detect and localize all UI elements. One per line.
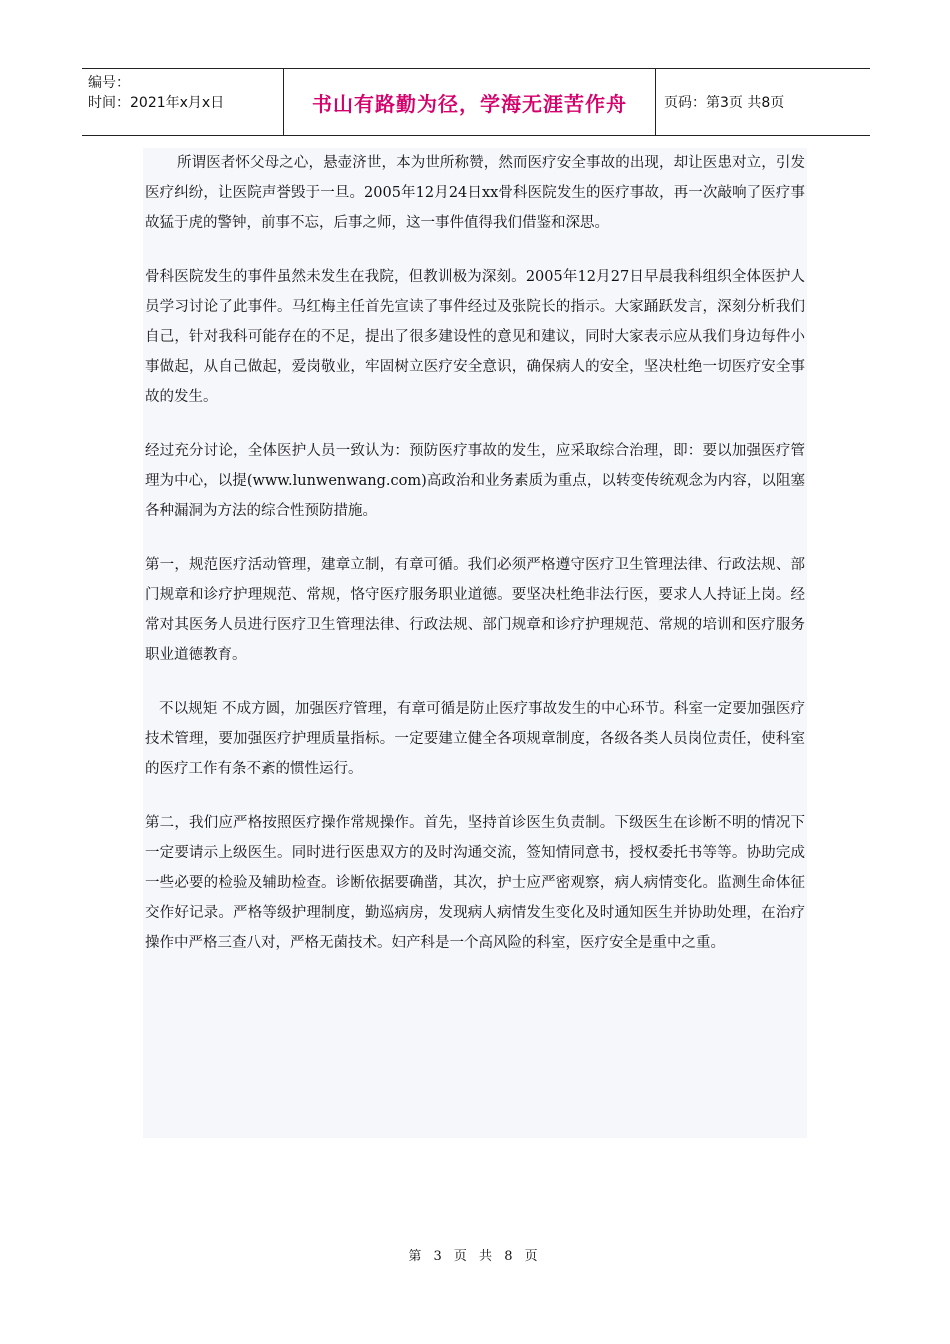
header-motto: 书山有路勤为径，学海无涯苦作舟 — [284, 69, 656, 135]
paragraph-4: 第一，规范医疗活动管理，建章立制，有章可循。我们必须严格遵守医疗卫生管理法律、行政法规、部门规章和诊疗护理规范、常规，恪守医疗服务职业道德。要坚决杜绝非法行医，要求人人持证上岗。经常对其医务人员进行医疗卫生管理法律、行政法规、部门规章和诊疗护理规范、常规的培训和医疗服务职业道德教育。 — [145, 557, 805, 663]
paragraph-6: 第二，我们应严格按照医疗操作常规操作。首先，坚持首诊医生负责制。下级医生在诊断不明的情况下一定要请示上级医生。同时进行医患双方的及时沟通交流，签知情同意书，授权委托书等等。协助完成一些必要的检验及辅助检查。诊断依据要确凿，其次，护士应严密观察，病人病情变化。监测生命体征交作好记录。严格等级护理制度，勤巡病房，发现病人病情发生变化及时通知医生并协助处理，在治疗操作中严格三查八对，严格无菌技术。妇产科是一个高风险的科室，医疗安全是重中之重。 — [145, 815, 805, 951]
page-footer: 第 3 页 共 8 页 — [408, 1249, 542, 1264]
paragraph-2: 骨科医院发生的事件虽然未发生在我院，但教训极为深刻。2005年12月27日早晨我科组织全体医护人员学习讨论了此事件。马红梅主任首先宣读了事件经过及张院长的指示。大家踊跃发言，深刻分析我们自己，针对我科可能存在的不足，提出了很多建设性的意见和建议，同时大家表示应从我们身边每件小事做起，从自己做起，爱岗敬业，牢固树立医疗安全意识，确保病人的安全，坚决杜绝一切医疗安全事故的发生。 — [145, 269, 805, 405]
header-page-info: 页码：第3页 共8页 — [664, 95, 785, 111]
document-body — [143, 148, 807, 1138]
paragraph-1: 所谓医者怀父母之心，悬壶济世，本为世所称赞，然而医疗安全事故的出现，却让医患对立，引发医疗纠纷，让医院声誉毁于一旦。2005年12月24日xx骨科医院发生的医疗事故，再一次敲响了医疗事故猛于虎的警钟，前事不忘，后事之师，这一事件值得我们借鉴和深思。 — [145, 155, 805, 231]
paragraph-3: 经过充分讨论，全体医护人员一致认为：预防医疗事故的发生，应采取综合治理，即：要以加强医疗管理为中心，以提(www.lunwenwang.com)高政治和业务素质为重点，以转变传统观念为内容，以阻塞各种漏洞为方法的综合性预防措施。 — [145, 443, 805, 519]
date-line: 时间：2021年x月x日 — [88, 95, 225, 111]
number-label: 编号： — [88, 75, 130, 91]
header-table — [82, 68, 870, 136]
header-meta-cell — [82, 69, 284, 135]
paragraph-5: 不以规矩 不成方圆，加强医疗管理，有章可循是防止医疗事故发生的中心环节。科室一定要加强医疗技术管理，要加强医疗护理质量指标。一定要建立健全各项规章制度，各级各类人员岗位责任，使科室的医疗工作有条不紊的惯性运行。 — [145, 701, 805, 777]
